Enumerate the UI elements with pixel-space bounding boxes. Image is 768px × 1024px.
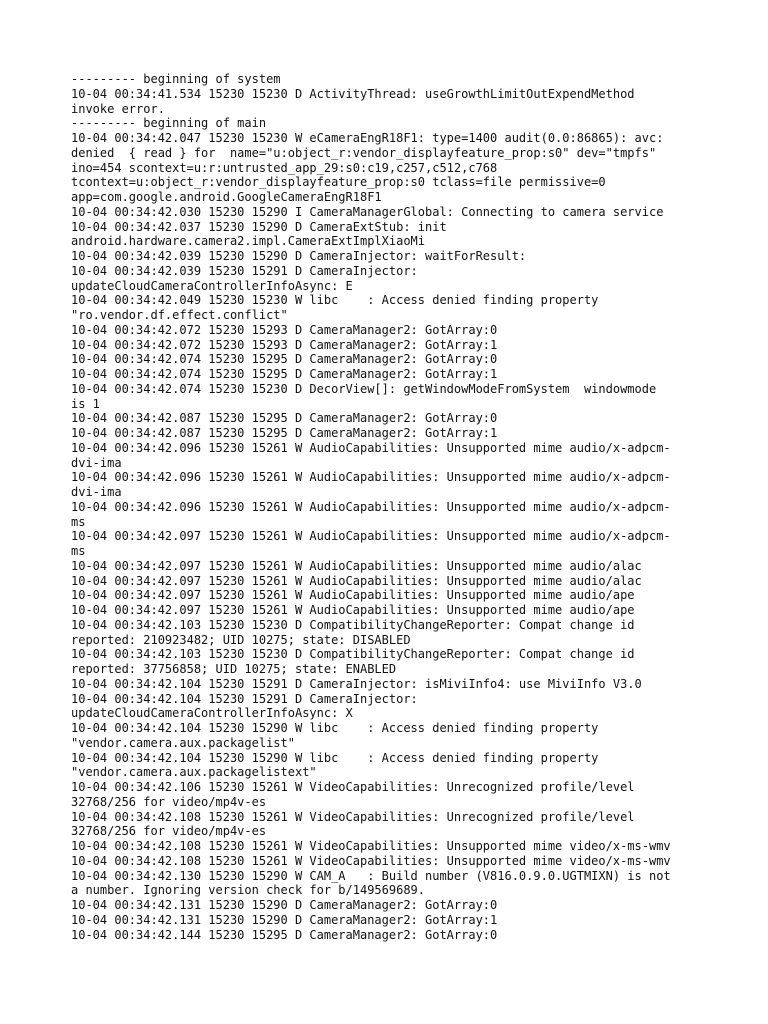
log-line: 10-04 00:34:42.131 15230 15290 D CameraManager2: GotArray:0 <box>71 898 498 912</box>
log-line: 10-04 00:34:42.087 15230 15295 D CameraManager2: GotArray:1 <box>71 426 498 440</box>
log-line: ms <box>71 514 86 529</box>
log-line: invoke error. <box>71 101 165 116</box>
log-line: a number. Ignoring version check for b/149569689. <box>71 883 426 898</box>
log-line: 10-04 00:34:42.047 15230 15230 W eCameraEngR18F1: type=1400 audit(0.0:86865): avc: <box>71 131 664 145</box>
log-line: denied { read } for name="u:object_r:vendor_displayfeature_prop:s0" dev="tmpfs" <box>71 145 657 160</box>
log-line: 10-04 00:34:42.097 15230 15261 W AudioCapabilities: Unsupported mime audio/x-adpcm- <box>71 529 671 544</box>
log-line: 10-04 00:34:42.104 15230 15291 D CameraInjector: <box>71 691 418 706</box>
log-line: 10-04 00:34:42.104 15230 15290 W libc : Access denied finding property <box>71 750 599 765</box>
log-line: 10-04 00:34:42.106 15230 15261 W VideoCapabilities: Unrecognized profile/level <box>71 780 635 794</box>
log-line: 10-04 00:34:42.097 15230 15261 W AudioCapabilities: Unsupported mime audio/ape <box>71 603 635 617</box>
log-line: 10-04 00:34:42.144 15230 15295 D CameraManager2: GotArray:0 <box>71 927 498 942</box>
log-line: updateCloudCameraControllerInfoAsync: X <box>71 706 353 721</box>
log-line: "vendor.camera.aux.packagelistext" <box>71 765 317 780</box>
log-line: updateCloudCameraControllerInfoAsync: E <box>71 278 353 293</box>
log-line: 10-04 00:34:42.097 15230 15261 W AudioCapabilities: Unsupported mime audio/alac <box>71 573 642 588</box>
log-line: 10-04 00:34:42.039 15230 15291 D CameraInjector: <box>71 263 418 278</box>
log-line: dvi-ima <box>71 455 122 470</box>
log-line: "vendor.camera.aux.packagelist" <box>71 735 295 750</box>
log-line: --------- beginning of system <box>71 72 281 86</box>
log-line: 10-04 00:34:41.534 15230 15230 D ActivityThread: useGrowthLimitOutExpendMethod <box>71 86 635 101</box>
log-text-block <box>71 72 711 942</box>
log-line: 10-04 00:34:42.030 15230 15290 I CameraManagerGlobal: Connecting to camera service <box>71 204 664 219</box>
log-line: ino=454 scontext=u:r:untrusted_app_29:s0:c19,c257,c512,c768 <box>71 160 498 175</box>
log-line: is 1 <box>71 396 100 411</box>
log-line: 10-04 00:34:42.103 15230 15230 D CompatibilityChangeReporter: Compat change id <box>71 617 635 632</box>
log-line: "ro.vendor.df.effect.conflict" <box>71 308 288 322</box>
log-line: 10-04 00:34:42.087 15230 15295 D CameraManager2: GotArray:0 <box>71 411 498 426</box>
log-line: 10-04 00:34:42.130 15230 15290 W CAM_A : Build number (V816.0.9.0.UGTMIXN) is not <box>71 868 671 883</box>
log-line: 10-04 00:34:42.104 15230 15291 D CameraInjector: isMiviInfo4: use MiviInfo V3.0 <box>71 676 642 691</box>
log-line: 10-04 00:34:42.049 15230 15230 W libc : Access denied finding property <box>71 293 599 308</box>
log-line: 10-04 00:34:42.072 15230 15293 D CameraManager2: GotArray:1 <box>71 337 498 352</box>
log-line: 10-04 00:34:42.072 15230 15293 D CameraManager2: GotArray:0 <box>71 322 498 337</box>
log-line: 10-04 00:34:42.108 15230 15261 W VideoCapabilities: Unrecognized profile/level <box>71 809 635 824</box>
log-line: android.hardware.camera2.impl.CameraExtImplXiaoMi <box>71 234 426 249</box>
log-line: 32768/256 for video/mp4v-es <box>71 824 267 839</box>
log-line: 10-04 00:34:42.039 15230 15290 D CameraInjector: waitForResult: <box>71 249 527 263</box>
log-line: ms <box>71 544 86 558</box>
log-line: 10-04 00:34:42.104 15230 15290 W libc : Access denied finding property <box>71 721 599 735</box>
log-line: reported: 37756858; UID 10275; state: ENABLED <box>71 662 397 676</box>
log-line: 10-04 00:34:42.097 15230 15261 W AudioCapabilities: Unsupported mime audio/ape <box>71 588 635 603</box>
log-line: 10-04 00:34:42.108 15230 15261 W VideoCapabilities: Unsupported mime video/x-ms-wmv <box>71 853 671 868</box>
log-line: 10-04 00:34:42.074 15230 15230 D DecorView[]: getWindowModeFromSystem windowmode <box>71 381 657 396</box>
log-line: 10-04 00:34:42.037 15230 15290 D CameraExtStub: init <box>71 219 447 234</box>
log-line: 10-04 00:34:42.096 15230 15261 W AudioCapabilities: Unsupported mime audio/x-adpcm- <box>71 470 671 485</box>
log-line: app=com.google.android.GoogleCameraEngR18F1 <box>71 190 382 204</box>
log-line: reported: 210923482; UID 10275; state: DISABLED <box>71 632 411 647</box>
log-line: dvi-ima <box>71 485 122 499</box>
log-line: 10-04 00:34:42.074 15230 15295 D CameraManager2: GotArray:1 <box>71 367 498 381</box>
log-line: 32768/256 for video/mp4v-es <box>71 794 267 809</box>
log-line: 10-04 00:34:42.096 15230 15261 W AudioCapabilities: Unsupported mime audio/x-adpcm- <box>71 440 671 455</box>
log-line: --------- beginning of main <box>71 116 267 131</box>
log-line: 10-04 00:34:42.074 15230 15295 D CameraManager2: GotArray:0 <box>71 352 498 367</box>
log-line: 10-04 00:34:42.103 15230 15230 D CompatibilityChangeReporter: Compat change id <box>71 647 635 662</box>
log-line: 10-04 00:34:42.096 15230 15261 W AudioCapabilities: Unsupported mime audio/x-adpcm- <box>71 499 671 514</box>
log-line: 10-04 00:34:42.108 15230 15261 W VideoCapabilities: Unsupported mime video/x-ms-wmv <box>71 839 671 853</box>
log-line: tcontext=u:object_r:vendor_displayfeature_prop:s0 tclass=file permissive=0 <box>71 175 606 190</box>
log-line: 10-04 00:34:42.131 15230 15290 D CameraManager2: GotArray:1 <box>71 912 498 927</box>
log-line: 10-04 00:34:42.097 15230 15261 W AudioCapabilities: Unsupported mime audio/alac <box>71 558 642 573</box>
